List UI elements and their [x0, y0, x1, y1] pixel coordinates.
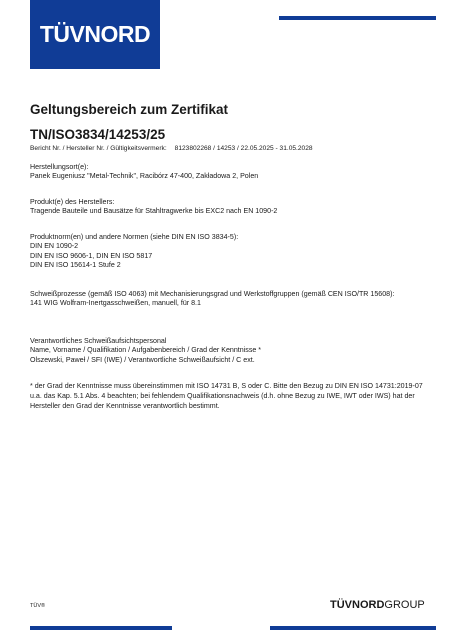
logo-text: TÜVNORD: [39, 21, 151, 47]
bottom-left-accent-bar: [30, 626, 172, 630]
reference-label: Bericht Nr. / Hersteller Nr. / Gültigkeitsvermerk:: [30, 145, 167, 152]
manufacturer-value: Panek Eugeniusz "Metal-Technik", Racibórz 47-400, Zakładowa 2, Polen: [30, 172, 259, 181]
personnel-value: Olszewski, Paweł / SFI (IWE) / Verantwortliche Schweißaufsicht / C ext.: [30, 355, 255, 364]
group-logo-light: GROUP: [384, 599, 425, 611]
norms-section: [30, 233, 430, 271]
processes-label: Schweißprozesse (gemäß ISO 4063) mit Mechanisierungsgrad und Werkstoffgruppen (gemäß CEN ISO/TR 15608):: [30, 290, 395, 298]
norms-label: Produktnorm(en) und andere Normen (siehe DIN EN ISO 3834-5):: [30, 233, 239, 241]
norm-item: DIN EN ISO 15614-1 Stufe 2: [30, 261, 121, 270]
top-accent-bar: [279, 16, 436, 20]
tuv-nord-group-logo: [330, 599, 425, 611]
personnel-label: Verantwortliches Schweißaufsichtspersonal: [30, 337, 167, 345]
manufacturer-label: Herstellungsort(e):: [30, 163, 89, 171]
products-section: [30, 198, 430, 217]
certificate-number: TN/ISO3834/14253/25: [30, 127, 166, 142]
processes-value: 141 WIG Wolfram-Inertgasschweißen, manuell, für 8.1: [30, 299, 201, 308]
norm-item: DIN EN ISO 9606-1, DIN EN ISO 5817: [30, 251, 153, 260]
welding-processes-section: [30, 290, 430, 309]
page-title: Geltungsbereich zum Zertifikat: [30, 102, 229, 117]
bottom-right-accent-bar: [270, 626, 436, 630]
reference-line: [30, 145, 313, 152]
norm-item: DIN EN 1090-2: [30, 242, 79, 251]
personnel-section: [30, 337, 430, 365]
products-value: Tragende Bauteile und Bausätze für Stahltragwerke bis EXC2 nach EN 1090-2: [30, 207, 278, 216]
group-logo-bold: TÜVNORD: [330, 599, 385, 611]
personnel-header: Name, Vorname / Qualifikation / Aufgabenbereich / Grad der Kenntnisse *: [30, 346, 262, 355]
manufacturer-section: [30, 163, 430, 182]
footnote: [30, 381, 430, 411]
products-label: Produkt(e) des Herstellers:: [30, 198, 115, 206]
tuv-nord-logo: [30, 0, 160, 69]
reference-value: 8123802268 / 14253 / 22.05.2025 - 31.05.2028: [174, 145, 313, 152]
footer-trademark: TÜV®: [30, 603, 46, 609]
footnote-text: * der Grad der Kenntnisse muss übereinstimmen mit ISO 14731 B, S oder C. Bitte den Bezug zu DIN EN ISO 14731:2019-07 u.a. das Kap. 5.1 Abs. 4 beachten; bei fehlendem Qualifikationsnachweis (d.h. ohne Bezug zu IWE, IWT oder IWS) hat der Hersteller den Grad der Kenntnisse verantwortlich bestimmt.: [30, 382, 423, 410]
